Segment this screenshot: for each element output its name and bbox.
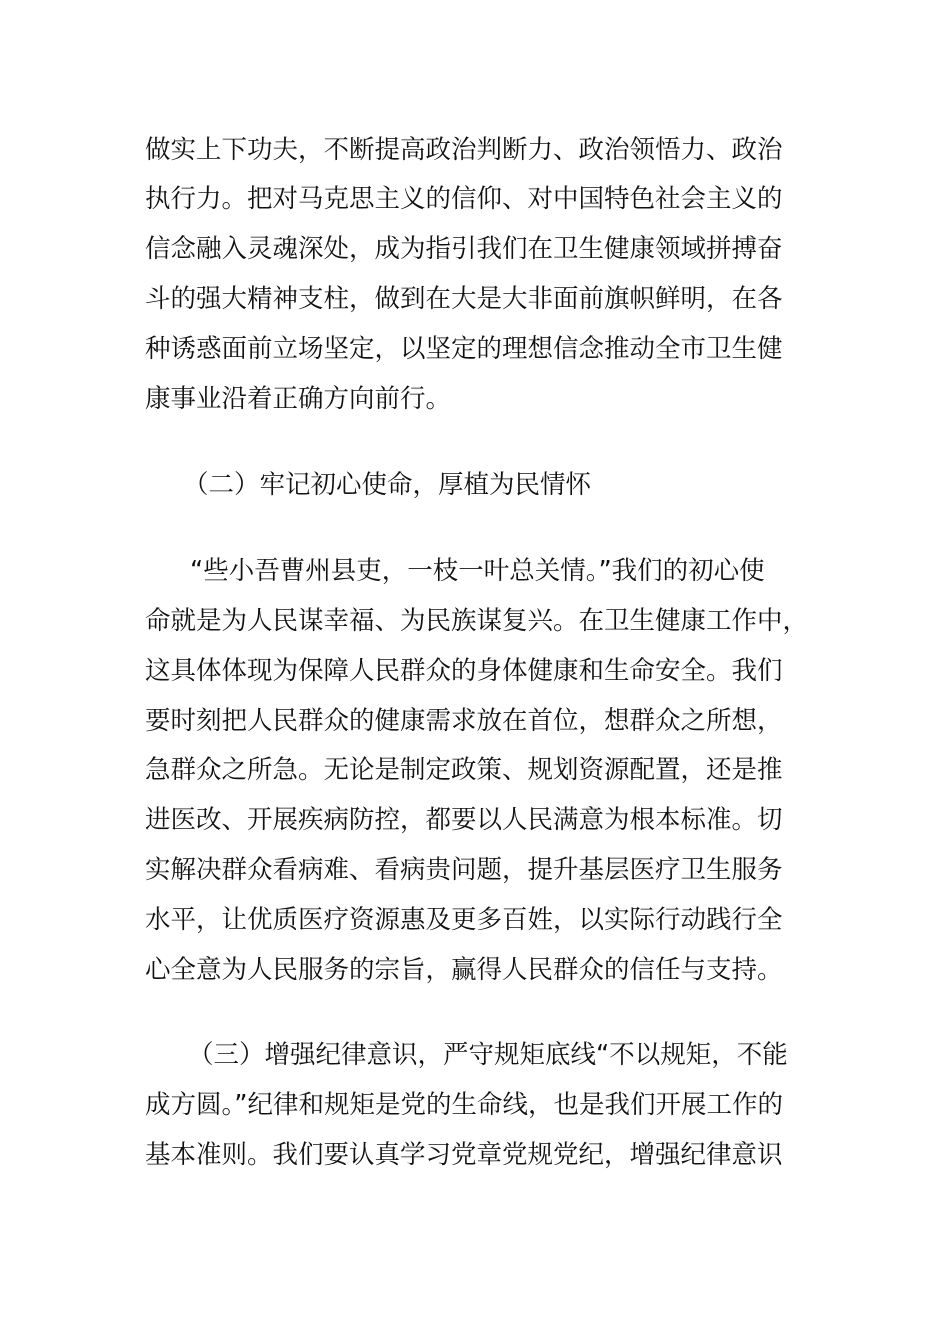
text-line: 成方圆。”纪律和规矩是党的生命线，也是我们开展工作的 <box>145 1090 783 1120</box>
text-line: 执行力。把对马克思主义的信仰、对中国特色社会主义的 <box>145 184 783 214</box>
text-line: 做实上下功夫，不断提高政治判断力、政治领悟力、政治 <box>145 135 783 165</box>
text-line: 种诱惑面前立场坚定，以坚定的理想信念推动全市卫生健 <box>145 334 783 364</box>
text-line: 康事业沿着正确方向前行。 <box>145 384 452 414</box>
text-line: 命就是为人民谋幸福、为民族谋复兴。在卫生健康工作中， <box>145 606 809 636</box>
text-line: 实解决群众看病难、看病贵问题，提升基层医疗卫生服务 <box>145 855 783 885</box>
text-line: 这具体体现为保障人民群众的身体健康和生命安全。我们 <box>145 656 783 686</box>
text-line: 急群众之所急。无论是制定政策、规划资源配置，还是推 <box>145 755 783 785</box>
text-line: “些小吾曹州县吏，一枝一叶总关情。”我们的初心使 <box>190 556 765 586</box>
text-line: 信念融入灵魂深处，成为指引我们在卫生健康领域拼搏奋 <box>145 234 783 264</box>
heading-text: （三）增强纪律意识，严守规矩底线“不以规矩，不能 <box>188 1040 788 1070</box>
text-line: 心全意为人民服务的宗旨，赢得人民群众的信任与支持。 <box>145 955 783 985</box>
text-line: 要时刻把人民群众的健康需求放在首位，想群众之所想， <box>145 706 783 736</box>
text-line: 进医改、开展疾病防控，都要以人民满意为根本标准。切 <box>145 805 783 835</box>
text-line: 基本准则。我们要认真学习党章党规党纪，增强纪律意识 <box>145 1140 783 1170</box>
text-line: 斗的强大精神支柱，做到在大是大非面前旗帜鲜明，在各 <box>145 284 783 314</box>
heading-text: （二）牢记初心使命，厚植为民情怀 <box>183 470 592 500</box>
text-line: 水平，让优质医疗资源惠及更多百姓，以实际行动践行全 <box>145 905 783 935</box>
